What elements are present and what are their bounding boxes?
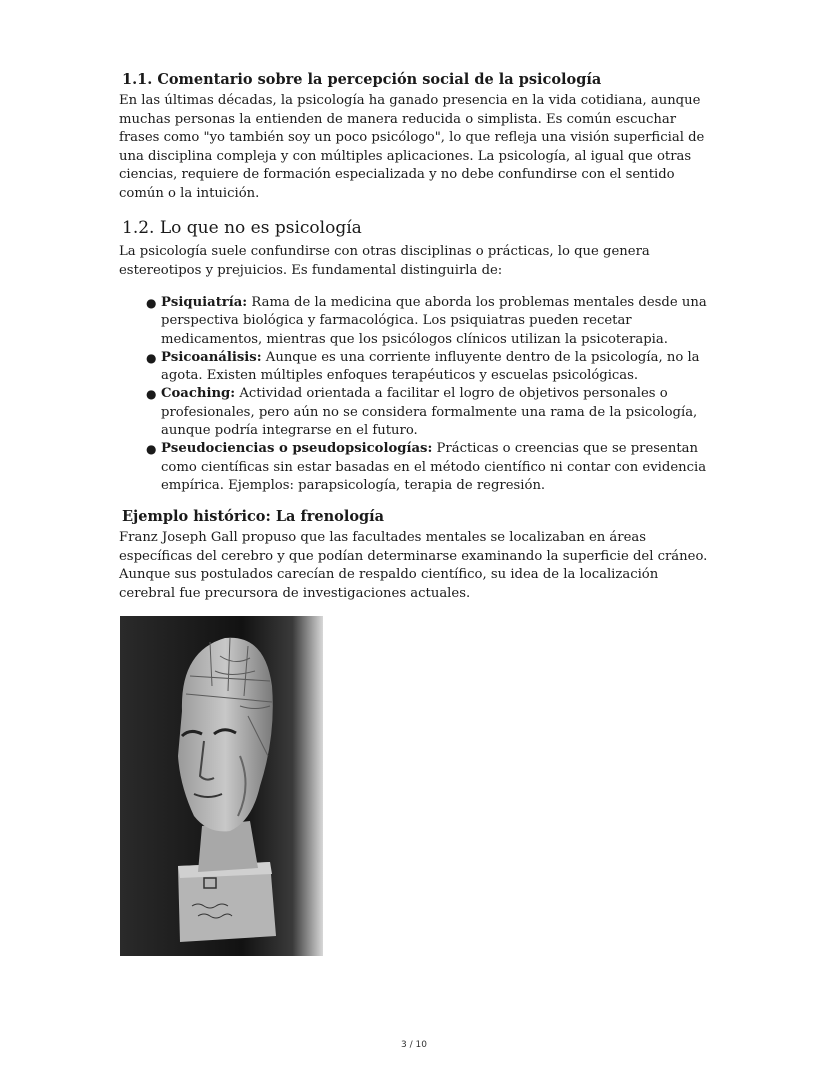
phrenology-bust-illustration	[120, 616, 323, 956]
list-item-psicoanalisis	[146, 349, 711, 386]
list-item-psiquiatria	[146, 294, 711, 349]
not-psychology-list	[119, 294, 711, 495]
list-item-term: Psicoanálisis:	[161, 349, 262, 365]
section-1-1-heading: 1.1. Comentario sobre la percepción social de la psicología	[122, 71, 602, 88]
list-item-text: Prácticas o creencias que se presentan como científicas sin estar basadas en el método científico ni contar con evidencia empírica. Ejemplos: parapsicología, terapia de regresión.	[161, 441, 707, 493]
section-1-2-heading: 1.2. Lo que no es psicología	[122, 218, 362, 238]
list-item-term: Coaching:	[161, 386, 236, 402]
bullet-icon: ●	[146, 442, 157, 457]
list-item-pseudociencias	[146, 440, 711, 495]
list-item-coaching	[146, 385, 711, 440]
section-1-1-paragraph: En las últimas décadas, la psicología ha ganado presencia en la vida cotidiana, aunque muchas personas la entienden de manera reducida o simplista. Es común escuchar frases como "yo también soy un poco psicólogo", lo que refleja una visión superficial de una disciplina compleja y con múltiples aplicaciones. La psicología, al igual que otras ciencias, requiere de formación especializada y no debe confundirse con el sentido común o la intuición.	[119, 93, 705, 201]
section-1-2-intro: La psicología suele confundirse con otras disciplinas o prácticas, lo que genera estereotipos y prejuicios. Es fundamental distinguirla de:	[119, 244, 650, 278]
list-item-text: Aunque es una corriente influyente dentro de la psicología, no la agota. Existen múltiples enfoques terapéuticos y escuelas psicológicas.	[161, 349, 700, 384]
page-number: 3 / 10	[401, 1040, 427, 1050]
bullet-icon: ●	[146, 296, 157, 310]
list-item-text: Actividad orientada a facilitar el logro de objetivos personales o profesionales, pero aún no se considera formalmente una rama de la psicología, aunque podría integrarse en el futuro.	[161, 386, 698, 439]
list-item-text: Rama de la medicina que aborda los problemas mentales desde una perspectiva biológica y farmacológica. Los psiquiatras pueden recetar medicamentos, mientras que los psicólogos clínicos utilizan la psicoterapia.	[161, 295, 707, 347]
example-heading: Ejemplo histórico: La frenología	[122, 508, 385, 526]
document-page	[119, 70, 711, 603]
bullet-icon: ●	[146, 350, 157, 365]
example-paragraph: Franz Joseph Gall propuso que las facultades mentales se localizaban en áreas específicas del cerebro y que podían determinarse examinando la superficie del cráneo. Aunque sus postulados carecían de respaldo científico, su idea de la localización cerebral fue precursora de investigaciones actuales.	[119, 530, 708, 601]
list-item-term: Pseudociencias o pseudopsicologías:	[161, 441, 433, 457]
bullet-icon: ●	[146, 387, 157, 402]
list-item-term: Psiquiatría:	[161, 295, 248, 310]
phrenology-bust-photo	[120, 616, 323, 956]
